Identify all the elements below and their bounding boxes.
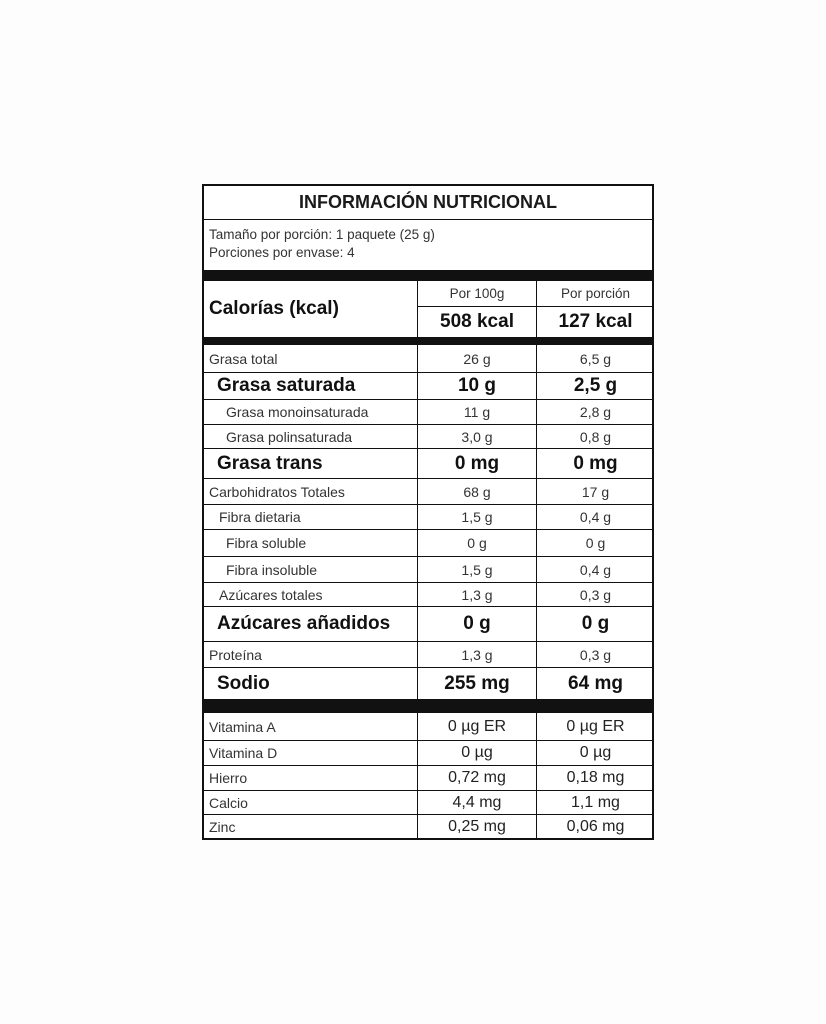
value-per-serving: 0 g xyxy=(585,535,606,551)
value-per-serving: 0 mg xyxy=(573,452,618,474)
value-per-serving: 64 mg xyxy=(568,672,623,694)
label-title: INFORMACIÓN NUTRICIONAL xyxy=(204,186,652,220)
value-per-100g: 68 g xyxy=(463,483,491,500)
value-per-100g: 1,3 g xyxy=(461,586,493,603)
calories-per-100g: 508 kcal xyxy=(440,311,514,332)
value-per-serving: 0,4 g xyxy=(579,509,612,525)
value-per-serving: 0,8 g xyxy=(579,428,612,445)
nutrient-name: Grasa polinsaturada xyxy=(226,428,353,445)
nutrient-name: Carbohidratos Totales xyxy=(209,483,345,500)
value-per-100g: 4,4 mg xyxy=(452,793,502,811)
value-per-100g: 1,3 g xyxy=(461,646,493,663)
value-per-100g: 0,72 mg xyxy=(448,769,506,786)
thick-divider xyxy=(204,337,652,345)
value-per-serving: 2,5 g xyxy=(573,375,618,396)
column-header-per-100g: Por 100g xyxy=(449,286,505,301)
value-per-100g: 3,0 g xyxy=(461,428,493,445)
value-per-100g: 0 µg ER xyxy=(447,718,507,735)
value-per-serving: 0 µg ER xyxy=(566,718,625,735)
servings-per-container: Porciones por envase: 4 xyxy=(209,245,355,260)
serving-info xyxy=(209,226,435,262)
value-per-100g: 10 g xyxy=(457,375,497,396)
nutrient-name: Grasa total xyxy=(209,351,278,367)
nutrient-name: Vitamina A xyxy=(209,719,276,735)
nutrient-name: Fibra insoluble xyxy=(226,561,318,578)
value-per-100g: 11 g xyxy=(463,404,491,420)
calories-per-serving: 127 kcal xyxy=(558,311,633,332)
value-per-100g: 0 g xyxy=(463,613,491,634)
value-per-100g: 1,5 g xyxy=(461,509,493,525)
value-per-100g: 255 mg xyxy=(444,672,510,694)
calories-label: Calorías (kcal) xyxy=(209,298,339,319)
value-per-serving: 6,5 g xyxy=(579,351,612,367)
serving-size: Tamaño por porción: 1 paquete (25 g) xyxy=(209,227,435,242)
value-per-serving: 0,3 g xyxy=(579,586,612,603)
value-per-serving: 0 g xyxy=(581,613,610,634)
nutrient-name: Azúcares añadidos xyxy=(217,613,391,634)
nutrient-name: Fibra soluble xyxy=(226,535,307,551)
value-per-100g: 0 µg xyxy=(461,744,493,761)
value-per-serving: 0,18 mg xyxy=(566,769,625,786)
value-per-serving: 0,4 g xyxy=(579,561,612,578)
nutrient-name: Grasa saturada xyxy=(217,375,356,396)
nutrient-name: Hierro xyxy=(209,770,248,786)
value-per-100g: 1,5 g xyxy=(461,561,493,578)
thick-divider xyxy=(204,270,652,281)
nutrient-name: Proteína xyxy=(209,646,262,663)
nutrient-name: Grasa monoinsaturada xyxy=(226,404,369,420)
nutrition-facts-label xyxy=(202,184,654,840)
nutrient-name: Vitamina D xyxy=(209,745,278,761)
value-per-serving: 1,1 mg xyxy=(571,793,620,811)
nutrient-name: Grasa trans xyxy=(217,452,323,474)
value-per-100g: 0 g xyxy=(467,535,487,551)
value-per-serving: 0,3 g xyxy=(579,646,612,663)
value-per-100g: 26 g xyxy=(463,351,491,367)
nutrient-name: Calcio xyxy=(209,794,248,811)
column-header-per-serving: Por porción xyxy=(560,286,631,301)
value-per-serving: 0,06 mg xyxy=(566,817,625,835)
value-per-100g: 0,25 mg xyxy=(448,817,506,835)
nutrient-name: Zinc xyxy=(209,818,236,835)
thick-divider xyxy=(204,699,652,713)
value-per-serving: 17 g xyxy=(581,483,610,500)
nutrient-name: Sodio xyxy=(217,672,270,694)
nutrient-name: Azúcares totales xyxy=(219,586,323,603)
nutrient-name: Fibra dietaria xyxy=(219,509,301,525)
value-per-serving: 0 µg xyxy=(579,744,612,761)
value-per-100g: 0 mg xyxy=(454,452,500,474)
value-per-serving: 2,8 g xyxy=(579,404,612,420)
